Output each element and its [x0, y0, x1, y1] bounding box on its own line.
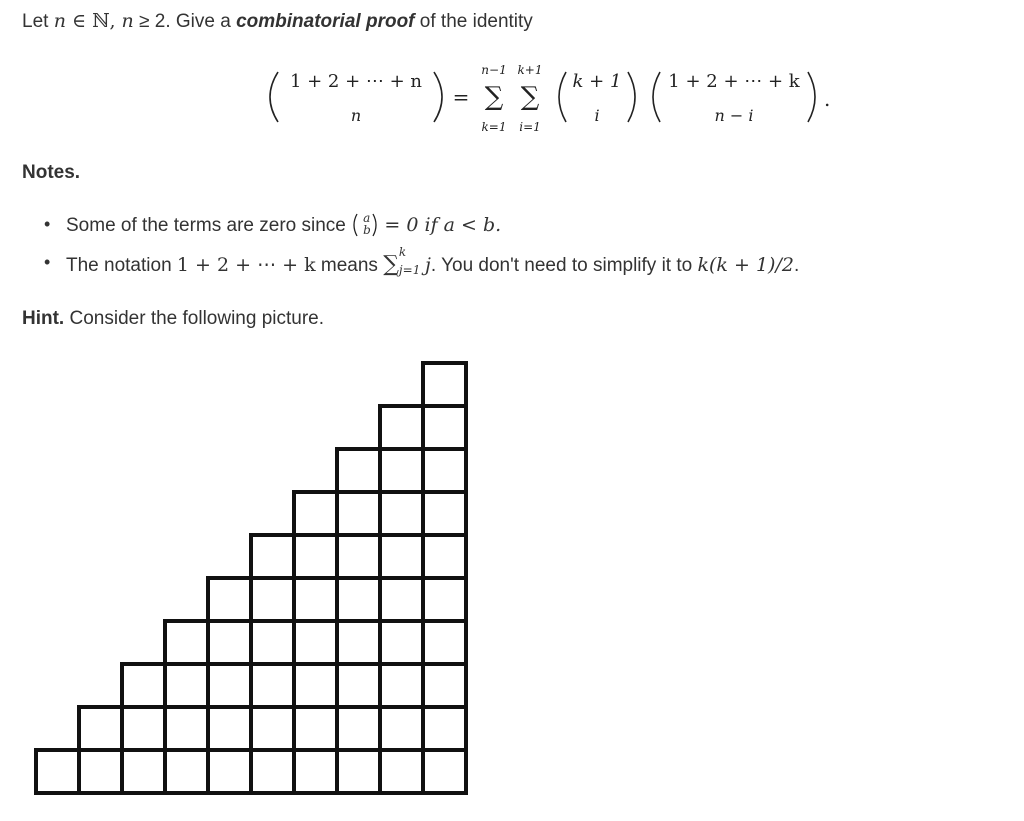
- hint-label: Hint.: [22, 308, 65, 329]
- var-n-2: n: [121, 10, 134, 32]
- note2-text-2: means: [315, 255, 384, 276]
- intro-text-2: ∈ ℕ,: [65, 10, 122, 32]
- equals-sign: =: [452, 85, 470, 109]
- note2-sup: k: [398, 245, 407, 259]
- note2-text-3: . You don't need to simplify it to: [430, 255, 698, 276]
- binom-b: b: [363, 223, 371, 237]
- note1-text: Some of the terms are zero since: [66, 215, 346, 236]
- note2-sigma: ∑: [383, 252, 399, 277]
- notes-heading: Notes.: [22, 162, 81, 183]
- formula-period: .: [824, 87, 831, 111]
- note2-closed-form: k(k + 1)/2: [697, 254, 794, 276]
- var-n: n: [53, 10, 66, 32]
- combinatorial-proof-emphasis: combinatorial proof: [236, 11, 415, 32]
- binom-a: a: [363, 211, 371, 225]
- sum2-lower: i=1: [519, 120, 541, 134]
- intro-text-1: Let: [22, 11, 54, 32]
- sum2-sigma: ∑: [520, 82, 540, 112]
- intro-text-4: of the identity: [414, 11, 533, 32]
- binom2-top: 1 + 2 + ⋯ + k: [668, 71, 800, 92]
- intro-text-3: ≥ 2. Give a: [133, 11, 237, 32]
- sum1-upper: n−1: [481, 63, 507, 77]
- note2-text-1: The notation: [66, 255, 177, 276]
- binom2-bottom: n − i: [714, 106, 754, 125]
- sum1-lower: k=1: [481, 120, 507, 134]
- lhs-bottom: n: [350, 106, 362, 125]
- note2-var-j: j: [418, 254, 431, 276]
- sum1-sigma: ∑: [484, 82, 504, 112]
- binom1-top: k + 1: [572, 71, 622, 92]
- sum2-upper: k+1: [517, 63, 543, 77]
- note2-math-sum: 1 + 2 + ⋯ + k: [176, 254, 316, 276]
- hint-text: Consider the following picture.: [64, 308, 325, 329]
- note2-sub: j=1: [398, 263, 421, 277]
- binom1-bottom: i: [594, 106, 600, 125]
- note1-rest: = 0 if a < b.: [384, 214, 502, 236]
- note2-text-4: .: [793, 255, 800, 276]
- lhs-top: 1 + 2 + ⋯ + n: [289, 71, 423, 92]
